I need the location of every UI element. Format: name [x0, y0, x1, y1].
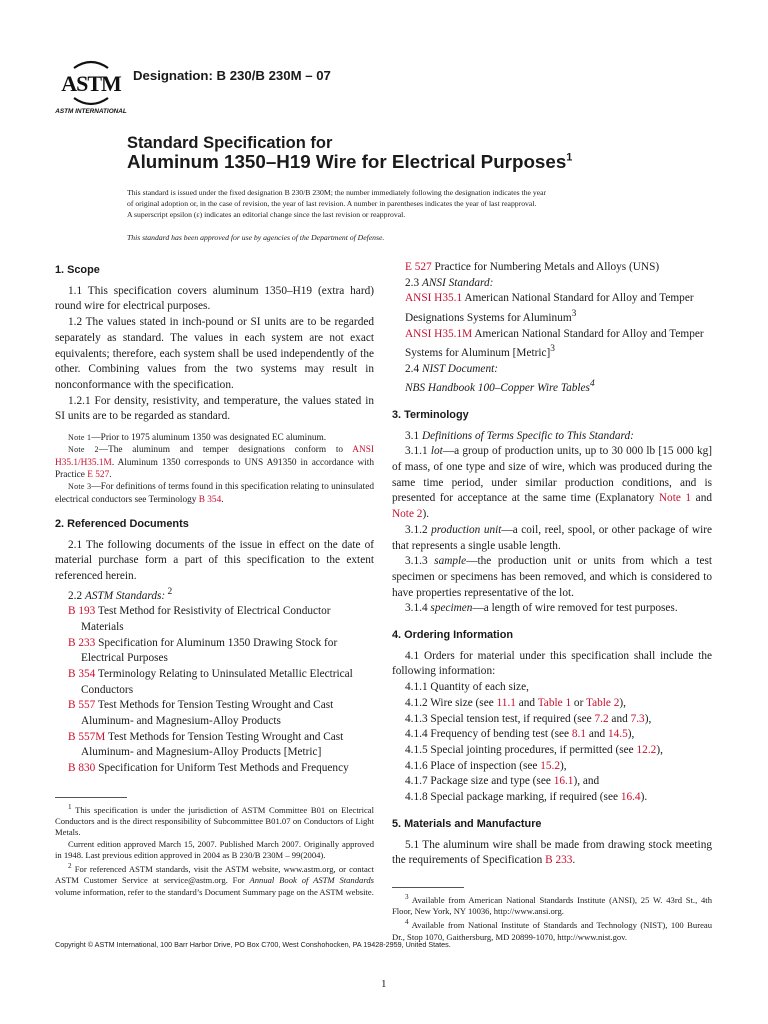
astm-ref-link[interactable]: B 557M — [68, 730, 106, 743]
section-heading-terminology: 3. Terminology — [392, 408, 469, 421]
item-4-1-7: 4.1.7 Package size and type (see 16.1), and — [405, 775, 600, 788]
note-3: Note 3—For definitions of terms found in this specification relating to uninsulated electrical conductors see Terminology B 354. — [55, 482, 374, 505]
astm-ref-item: B 233 Specification for Aluminum 1350 Drawing Stock for Electrical Purposes — [68, 636, 338, 665]
ref-nbs: NBS Handbook 100–Copper Wire Tables$^4$ — [405, 379, 595, 395]
title-line-1: Standard Specification for — [127, 134, 333, 152]
astm-ref-link[interactable]: B 557 — [68, 699, 96, 712]
astm-ref-item: B 354 Terminology Relating to Uninsulated Metallic Electrical Conductors — [68, 667, 353, 696]
designation: Designation: B 230/B 230M – 07 — [133, 68, 331, 83]
footnote-1b: Current edition approved March 15, 2007. Published March 2007. Originally approved in 1948. Last previous edition approved in 2004 as B 230/B 230M – 99(2004). — [55, 838, 374, 860]
item-4-1-4: 4.1.4 Frequency of bending test (see 8.1 and 14.5), — [405, 728, 635, 741]
svg-text:ASTM: ASTM — [61, 71, 121, 96]
ref-e527: E 527 Practice for Numbering Metals and Alloys (UNS) — [405, 261, 660, 273]
footnote-1: $^1$ This specification is under the jurisdiction of ASTM Committee B01 on Electrical Conductors and is the direct responsibility of Subcommittee B01.07 on Conductors of Light Metals. — [55, 802, 374, 838]
footnote-2: $^2$ For referenced ASTM standards, visit the ASTM website, www.astm.org, or contact ASTM Customer Service at service@astm.org. For Annual Book of ASTM Standards volume information, refer to the standard’s Document Summary page on the ASTM website. — [55, 862, 374, 897]
note-1: Note 1—Prior to 1975 aluminum 1350 was designated EC aluminum. — [68, 433, 327, 444]
para-1-2: 1.2 The values stated in inch-pound or SI units are to be regarded separately as standard. The values in each system are not exact equivalents; therefore, each system shall be used independently of the other. Combining values from the two systems may result in nonconformance with the specification. — [55, 316, 374, 391]
para-4-1: 4.1 Orders for material under this specification shall include the following information: — [392, 649, 712, 678]
left-column — [55, 260, 374, 898]
copyright: Copyright © ASTM International, 100 Barr Harbor Drive, PO Box C700, West Conshohocken, PA 19428-2959, United States. — [55, 940, 451, 949]
title-footnote-mark: 1 — [566, 151, 573, 164]
para-3-1: 3.1 Definitions of Terms Specific to This Standard: — [405, 429, 634, 442]
para-3-1-4: 3.1.4 specimen—a length of wire removed for test purposes. — [405, 602, 678, 615]
astm-ref-link[interactable]: B 830 — [68, 762, 96, 775]
para-5-1: 5.1 The aluminum wire shall be made from drawing stock meeting the requirements of Specification B 233. — [392, 838, 712, 867]
section-heading-materials: 5. Materials and Manufacture — [392, 817, 542, 830]
astm-ref-item: B 830 Specification for Uniform Test Methods and Frequency — [68, 762, 349, 775]
section-heading-ordering: 4. Ordering Information — [392, 629, 514, 642]
dod-approval: This standard has been approved for use by agencies of the Department of Defense. — [127, 233, 385, 242]
footnotes-left — [55, 797, 374, 898]
footnote-rule — [55, 797, 127, 798]
item-4-1-5: 4.1.5 Special jointing procedures, if permitted (see 12.2), — [405, 743, 663, 756]
para-3-1-1: 3.1.1 lot—a group of production units, up to 30 000 lb [15 000 kg] of mass, of one type and size of wire, which was produced during the same time period, under similar production conditions, and is presented for acceptance at the same time (Explanatory Note 1 and Note 2). — [392, 445, 713, 521]
astm-ref-link[interactable]: B 354 — [68, 667, 96, 680]
para-3-1-2: 3.1.2 production unit—a coil, reel, spool, or other package of wire that represents a single usable length. — [392, 523, 712, 552]
astm-ref-link[interactable]: B 193 — [68, 605, 96, 618]
astm-ref-link[interactable]: B 233 — [68, 636, 96, 649]
logo-text: ASTM INTERNATIONAL — [55, 108, 127, 115]
astm-logo — [55, 58, 127, 116]
para-2-4: 2.4 NIST Document: — [405, 362, 498, 375]
astm-ref-item: B 557 Test Methods for Tension Testing Wrought and Cast Aluminum- and Magnesium-Alloy Products — [68, 699, 334, 728]
item-4-1-1: 4.1.1 Quantity of each size, — [405, 681, 529, 694]
item-4-1-6: 4.1.6 Place of inspection (see 15.2), — [405, 759, 567, 772]
para-2-2: 2.2 ASTM Standards: $^2$ — [68, 586, 173, 602]
page-title: Aluminum 1350–H19 Wire for Electrical Purposes$^1$ — [127, 151, 573, 172]
ref-ansi-h35-1: ANSI H35.1 American National Standard for Alloy and Temper Designations Systems for Aluminum$^3$ — [405, 292, 694, 324]
para-2-1: 2.1 The following documents of the issue in effect on the date of material purchase form a part of this specification to the extent referenced herein. — [55, 538, 374, 582]
para-1-1: 1.1 This specification covers aluminum 1350–H19 (extra hard) round wire for electrical purposes. — [55, 284, 374, 313]
ref-ansi-h35-1m: ANSI H35.1M American National Standard for Alloy and Temper Systems for Aluminum [Metric]$^3$ — [405, 327, 704, 360]
item-4-1-3: 4.1.3 Special tension test, if required (see 7.2 and 7.3), — [405, 712, 652, 725]
astm-ref-item: B 557M Test Methods for Tension Testing Wrought and Cast Aluminum- and Magnesium-Alloy Products [Metric] — [68, 730, 344, 759]
note-2: Note 2—The aluminum and temper designations conform to ANSI H35.1/H35.1M. Aluminum 1350 corresponds to UNS A91350 in accordance with Practice E 527. — [55, 445, 374, 480]
right-column — [392, 260, 712, 943]
link-e527[interactable]: E 527 — [87, 469, 110, 480]
link-ansi-h35[interactable]: ANSI H35.1/H35.1M — [55, 445, 374, 468]
footnote-rule — [392, 887, 464, 888]
intro-block: This standard is issued under the fixed designation B 230/B 230M; the number immediately following the designation indicates the year of original adoption or, in the case of revision, the year of last revision. A number in parentheses indicates the year of last reapproval. A superscript epsilon (ε) indicates an editorial change since the last revision or reapproval. — [127, 188, 547, 220]
section-heading-scope: 1. Scope — [55, 264, 100, 276]
section-heading-referenced: 2. Referenced Documents — [55, 517, 189, 530]
astm-standards-list — [55, 604, 374, 777]
para-3-1-3: 3.1.3 sample—the production unit or units from which a test specimen or specimens has been removed, and which is considered to have properties representative of the lot. — [392, 555, 712, 599]
link-b354[interactable]: B 354 — [198, 494, 222, 505]
footnote-4: $^4$ Available from National Institute of Standards and Technology (NIST), 100 Bureau Dr., Stop 1070, Gaithersburg, MD 20899-1070, http://www.nist.gov. — [392, 918, 712, 942]
para-2-3: 2.3 ANSI Standard: — [405, 276, 494, 289]
para-1-2-1: 1.2.1 For density, resistivity, and temperature, the values stated in SI units are to be regarded as standard. — [55, 394, 374, 423]
page-number: 1 — [381, 978, 387, 990]
footnote-3: $^3$ Available from American National Standards Institute (ANSI), 25 W. 43rd St., 4th Floor, New York, NY 10036, http://www.ansi.org. — [392, 892, 712, 917]
item-4-1-8: 4.1.8 Special package marking, if required (see 16.4). — [405, 791, 648, 804]
astm-ref-item: B 193 Test Method for Resistivity of Electrical Conductor Materials — [68, 605, 331, 633]
item-4-1-2: 4.1.2 Wire size (see 11.1 and Table 1 or Table 2), — [405, 696, 626, 709]
footnotes-right — [392, 887, 712, 943]
